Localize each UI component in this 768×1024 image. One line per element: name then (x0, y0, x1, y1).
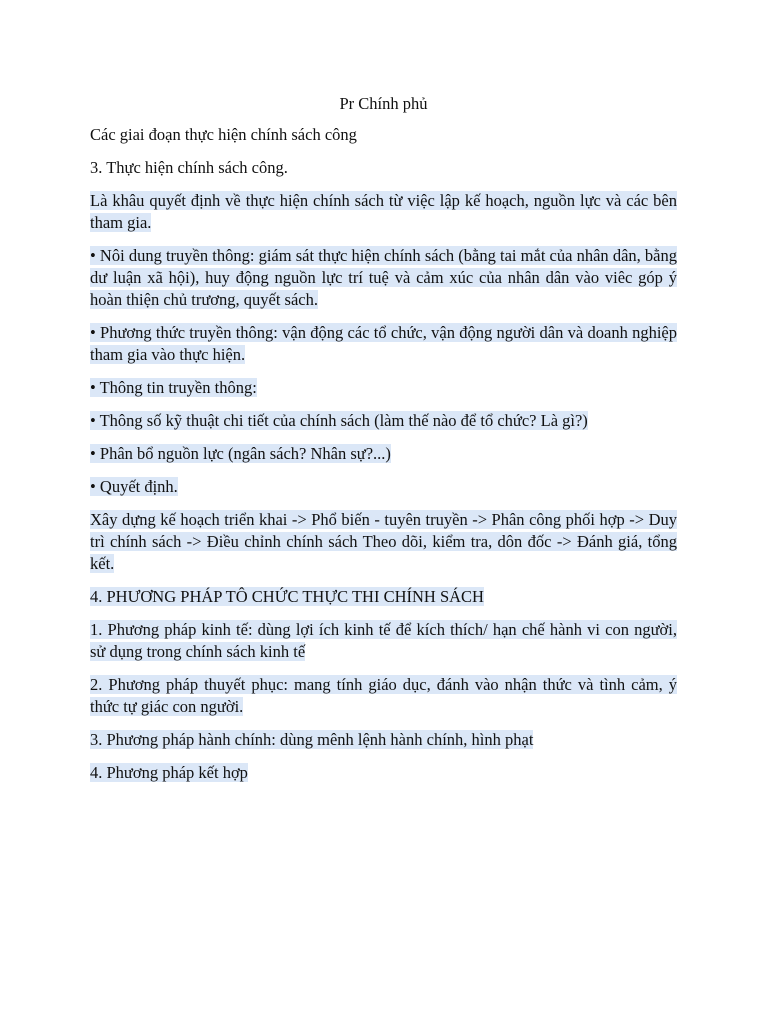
bullet-specs (90, 410, 677, 432)
section-heading-methods (90, 586, 677, 608)
method-combined (90, 762, 677, 784)
highlighted-text[interactable]: 4. PHƯƠNG PHÁP TÔ CHỨC THỰC THI CHÍNH SÁCH (90, 587, 484, 606)
paragraph-definition (90, 190, 677, 234)
highlighted-text[interactable]: 1. Phương pháp kinh tế: dùng lợi ích kinh tế để kích thích/ hạn chế hành vi con người, sử dụng trong chính sách kinh tế (90, 620, 677, 661)
paragraph-text: Các giai đoạn thực hiện chính sách công (90, 125, 357, 144)
highlighted-text[interactable]: • Phương thức truyền thông: vận động các tổ chức, vận động người dân và doanh nghiệp tham gia vào thực hiện. (90, 323, 677, 364)
paragraph-section-heading (90, 124, 677, 146)
bullet-content (90, 245, 677, 311)
highlighted-text[interactable]: • Phân bổ nguồn lực (ngân sách? Nhân sự?...) (90, 444, 391, 463)
highlighted-text[interactable]: • Thông tin truyền thông: (90, 378, 257, 397)
document-title (90, 92, 677, 116)
document-title-text: Pr Chính phủ (339, 94, 428, 113)
highlighted-text[interactable]: 4. Phương pháp kết hợp (90, 763, 248, 782)
bullet-information (90, 377, 677, 399)
bullet-method (90, 322, 677, 366)
highlighted-text[interactable]: • Nôi dung truyền thông: giám sát thực hiện chính sách (bằng tai mắt của nhân dân, bằng dư luận xã hội), huy động nguồn lực trí tuệ và cảm xúc của nhân dân vào viêc góp ý hoàn thiện chủ trương, quyết sách. (90, 246, 677, 309)
method-economic (90, 619, 677, 663)
method-administrative (90, 729, 677, 751)
highlighted-text[interactable]: • Quyết định. (90, 477, 178, 496)
document-page (90, 92, 677, 795)
highlighted-text[interactable]: 2. Phương pháp thuyết phục: mang tính giáo dục, đánh vào nhận thức và tình cảm, ý thức tự giác con người. (90, 675, 677, 716)
highlighted-text[interactable]: Xây dựng kế hoạch triển khai -> Phổ biến - tuyên truyền -> Phân công phối hợp -> Duy trì chính sách -> Điều chỉnh chính sách Theo dõi, kiểm tra, dôn đốc -> Đánh giá, tổng kết. (90, 510, 677, 573)
highlighted-text[interactable]: 3. Phương pháp hành chính: dùng mênh lệnh hành chính, hình phạt (90, 730, 534, 749)
bullet-decision (90, 476, 677, 498)
bullet-resources (90, 443, 677, 465)
paragraph-text: 3. Thực hiện chính sách công. (90, 158, 288, 177)
highlighted-text[interactable]: • Thông số kỹ thuật chi tiết của chính sách (làm thế nào để tổ chức? Là gì?) (90, 411, 588, 430)
paragraph-process-steps (90, 509, 677, 575)
method-persuasion (90, 674, 677, 718)
highlighted-text[interactable]: Là khâu quyết định về thực hiện chính sách từ việc lập kế hoạch, nguồn lực và các bên tham gia. (90, 191, 677, 232)
paragraph-subsection-heading (90, 157, 677, 179)
